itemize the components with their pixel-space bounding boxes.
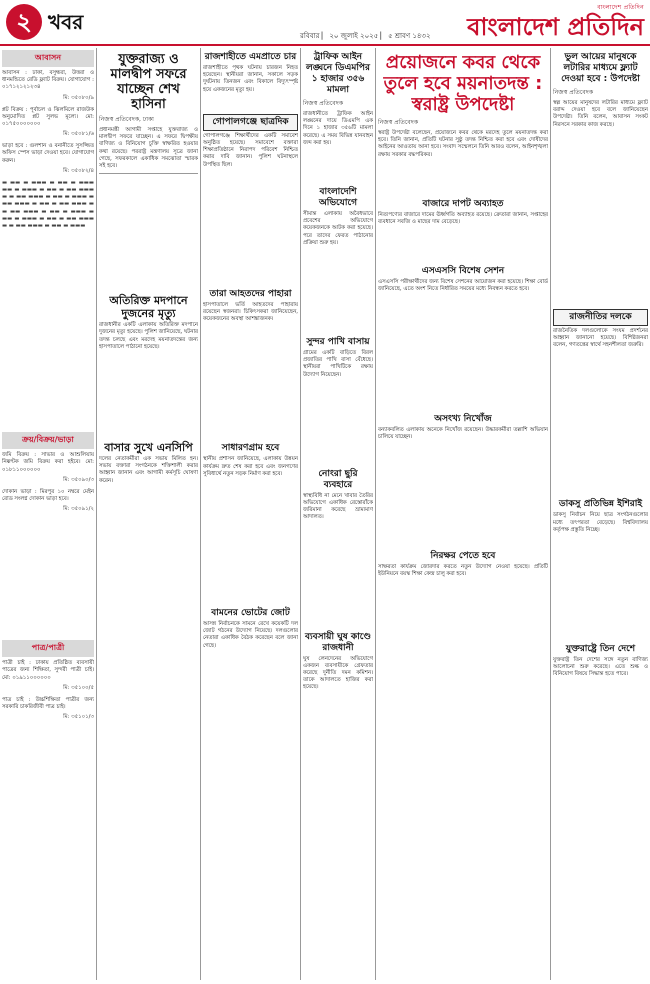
article-headline[interactable]: নোংরা ছুরি ব্যবহারে bbox=[318, 468, 358, 490]
article bbox=[378, 266, 548, 293]
classified-ad: আবাসন : ঢাকা, বসুন্ধরা, উত্তরা ও ধানমন্ডিতে রেডি ফ্ল্যাট বিক্রয়। যোগাযোগ : ০১৭১২১২১২৩৪ bbox=[2, 70, 94, 91]
classified-ad: জমি বিক্রয় : সাভার ও আশুলিয়ায় নিষ্কণ্টক জমি বিক্রয় করা হইবে। মো: ০১৮১১০০০০০০ bbox=[2, 452, 94, 473]
article-headline[interactable]: সুন্দর পাখি বাসায় bbox=[306, 337, 370, 348]
article-byline: নিজস্ব প্রতিবেদক bbox=[553, 89, 594, 96]
article-body: নিত্যপণ্যের বাজারে দামের ঊর্ধ্বগতি অব্যাহত রয়েছে। ক্রেতারা জানান, সপ্তাহের ব্যবধানে সবজি ও মাছের দাম বেড়েছে। bbox=[378, 211, 548, 226]
lead-headline[interactable]: প্রয়োজনে কবর থেকে তুলে হবে ময়নাতদন্ত : স্বরাষ্ট্র উপদেষ্টা bbox=[383, 52, 543, 115]
article-headline[interactable]: বামনের ভোটের জোট bbox=[211, 608, 290, 619]
article-headline[interactable]: বাজারে দাপট অব্যাহত bbox=[422, 198, 504, 209]
article bbox=[378, 414, 548, 441]
classified-filler-text: ▬ ▬▬ ▬ ▬▬▬ ▬ ▬▬ ▬ ▬▬▬ ▬▬ ▬ ▬▬▬ ▬ ▬▬ ▬ ▬▬ ▬▬▬ ▬ ▬ ▬▬ ▬▬▬ ▬ ▬▬ ▬ ▬▬▬ ▬ ▬▬ ▬▬▬ ▬ ▬▬ ▬ ▬▬ ▬▬▬ ▬ ▬ ▬▬ ▬▬▬ ▬ ▬▬ ▬ ▬▬▬ ▬ ▬▬ ▬ ▬▬▬ ▬ ▬▬ ▬ ▬▬ ▬▬▬ ▬ ▬ ▬▬ ▬▬▬ ▬ ▬▬ ▬ ▬▬▬ bbox=[2, 179, 94, 230]
article-headline[interactable]: তারা আহতদের পাহারা bbox=[209, 288, 292, 299]
article-body: গোপালগঞ্জে শিক্ষার্থীদের একটি সমাবেশ অনুষ্ঠিত হয়েছে। সমাবেশে বক্তারা শিক্ষাপ্রতিষ্ঠানে নিরাপদ পরিবেশ নিশ্চিত করার দাবি জানান। পুলিশ ঘটনাস্থলে উপস্থিত ছিল। bbox=[203, 132, 298, 168]
classified-category-heading: ক্রয়/বিক্রয়/ভাড়া bbox=[2, 432, 94, 449]
article bbox=[553, 309, 648, 350]
article-headline[interactable]: অসংখ্য নিখোঁজ bbox=[434, 413, 492, 424]
article-body: ডাকসু নির্বাচন নিয়ে ছাত্র সংগঠনগুলোর মধ্যে তৎপরতা বেড়েছে। বিশ্ববিদ্যালয় কর্তৃপক্ষ প্রস্তুতি নিচ্ছে। bbox=[553, 512, 648, 533]
date-line: রবিবার ▏ ২০ জুলাই ২০২৫ ▏ ৫ শ্রাবণ ১৪৩২ bbox=[300, 32, 431, 40]
column-divider bbox=[375, 48, 376, 980]
article-headline[interactable]: অতিরিক্ত মদপানে দুজনের মৃত্যু bbox=[109, 294, 188, 321]
article-body: এসএসসি পরীক্ষার্থীদের জন্য বিশেষ সেশনের আয়োজন করা হয়েছে। শিক্ষা বোর্ড জানিয়েছে, এতে অংশ নিতে নির্ধারিত সময়ের মধ্যে নিবন্ধন করতে হবে। bbox=[378, 279, 548, 293]
news-column-6 bbox=[553, 48, 648, 980]
masthead-rule bbox=[0, 44, 650, 46]
classified-ad: পাত্রী চাই : ঢাকায় প্রতিষ্ঠিত ব্যবসায়ী পাত্রের জন্য শিক্ষিতা, সুন্দরী পাত্রী চাই। মো: ০১৯১১০০০০০০ bbox=[2, 660, 94, 681]
article bbox=[99, 294, 198, 351]
classified-ad-code: মি: ৩৫০৮১/৬ bbox=[63, 131, 94, 138]
article bbox=[378, 199, 548, 226]
brand-name: বাংলাদেশ প্রতিদিন bbox=[467, 12, 644, 41]
article-headline[interactable]: ব্যবসায়ী ঘুষ কাণ্ডে রাজধানী bbox=[304, 631, 371, 653]
article-body: স্বল্প আয়ের মানুষদের লটারির মাধ্যমে ফ্ল্যাট বরাদ্দ দেওয়া হবে বলে জানিয়েছেন উপদেষ্টা। তিনি বলেন, আবাসন সংকট নিরসনে সরকার কাজ করছে। bbox=[553, 100, 648, 128]
article-byline: নিজস্ব প্রতিবেদক bbox=[303, 100, 344, 107]
article-headline[interactable]: রাজশাহীতে এমপ্রাতে চার bbox=[204, 52, 297, 62]
article bbox=[99, 52, 198, 170]
article-body: আসন্ন নির্বাচনকে সামনে রেখে কয়েকটি দল জোট গঠনের উদ্যোগ নিয়েছে। দলগুলোর নেতারা একাধিক বৈঠক করেছেন বলে জানা গেছে। bbox=[203, 621, 298, 649]
article-body: রাজধানীতে ট্রাফিক আইন লঙ্ঘনের দায়ে ডিএমপি এক দিনে ১ হাজার ৩৫৬টি মামলা করেছে। এ সময় বিভিন্ন যানবাহন জব্দ করা হয়। bbox=[303, 111, 373, 146]
brand-logo bbox=[467, 2, 644, 41]
article-headline[interactable]: যুক্তরাষ্ট্রে তিন দেশে bbox=[565, 644, 636, 655]
classified-ad-code: মি: ৩৫০৮০/৯ bbox=[63, 94, 94, 101]
article bbox=[553, 52, 648, 129]
article-body: হাসপাতালে ভর্তি আহতদের পাহারায় রয়েছেন স্বজনরা। চিকিৎসকরা জানিয়েছেন, কয়েকজনের অবস্থা আশঙ্কাজনক। bbox=[203, 301, 298, 323]
section-label: খবর bbox=[48, 10, 84, 34]
article-divider bbox=[99, 173, 198, 174]
article-headline[interactable]: বাসার সুখে এনসিপি bbox=[104, 441, 193, 455]
article-body: ঘুষ লেনদেনের অভিযোগে একজন ব্যবসায়ীকে গ্রেফতার করেছে দুর্নীতি দমন কমিশন। তাকে আদালতে হাজির করা হয়েছে। bbox=[303, 655, 373, 691]
article-headline[interactable]: ডাকসু প্রতিভিন্ন ইশিরাই bbox=[558, 499, 643, 510]
article-headline[interactable]: বাংলাদেশি অভিযোগে bbox=[318, 187, 357, 209]
news-column-4 bbox=[303, 48, 373, 980]
classified-ad: প্লট বিক্রয় : পূর্বাচল ও ঝিলমিলে রাজউক অনুমোদিত প্লট সুলভ মূল্যে। মো: ০১৭৫০০০০০০০ bbox=[2, 106, 94, 128]
article-body: প্রধানমন্ত্রী আগামী সপ্তাহে যুক্তরাজ্য ও মালদ্বীপ সফরে যাচ্ছেন। এ সফরে দ্বিপক্ষীয় বাণিজ্য ও বিনিয়োগ চুক্তি স্বাক্ষরিত হওয়ার কথা রয়েছে। পররাষ্ট্র মন্ত্রণালয় সূত্রে জানা গেছে, সফরকালে একাধিক সমঝোতা স্মারক সই হবে। bbox=[99, 127, 198, 170]
article-headline[interactable]: ট্রাফিক আইন লঙ্ঘনে ডিএমপির ১ হাজার ৩৫৬ মামলা bbox=[306, 52, 370, 95]
article bbox=[99, 441, 198, 485]
column-divider bbox=[550, 48, 551, 980]
column-divider bbox=[300, 48, 301, 980]
classified-ad-code: মি: ৩৫০৯০/৩ bbox=[63, 476, 94, 483]
article bbox=[553, 499, 648, 534]
article-headline[interactable]: ভুল আয়ের মানুষকে লটারির মাধ্যমে ফ্ল্যাট দেওয়া হবে : উপদেষ্টা bbox=[561, 52, 640, 84]
article-body: গ্রামের একটি বাড়িতে বিরল প্রজাতির পাখি বাসা বেঁধেছে। স্থানীয়রা পাখিটিকে রক্ষায় উদ্যোগ নিয়েছেন। bbox=[303, 350, 373, 378]
classified-category-heading: আবাসন bbox=[2, 50, 94, 67]
article-body: রাজশাহীতে পৃথক ঘটনায় চারজন নিহত হয়েছেন। স্থানীয়রা জানান, সকালে সড়ক দুর্ঘটনায় তিনজন এবং বিকালে বিদ্যুৎস্পৃষ্ট হয়ে একজনের মৃত্যু হয়। bbox=[203, 65, 298, 93]
news-column-3 bbox=[203, 48, 298, 980]
article bbox=[303, 632, 373, 692]
article bbox=[203, 608, 298, 650]
article-body: যুক্তরাষ্ট্র তিন দেশের সঙ্গে নতুন বাণিজ্য আলোচনা শুরু করেছে। এতে শুল্ক ও বিনিয়োগ বিষয়ে সিদ্ধান্ত হতে পারে। bbox=[553, 657, 648, 678]
article-body: দলের নেতাকর্মীরা এক সভায় মিলিত হন। সভায় বক্তারা সংগঠনকে শক্তিশালী করার আহ্বান জানান এবং আগামী কর্মসূচি ঘোষণা করেন। bbox=[99, 456, 198, 484]
article-byline: নিজস্ব প্রতিবেদক bbox=[378, 119, 419, 126]
brand-tagline: বাংলাদেশ প্রতিদিন bbox=[597, 4, 644, 11]
article-byline: নিজস্ব প্রতিবেদক, ঢাকা bbox=[99, 116, 154, 123]
article bbox=[303, 52, 373, 147]
lead-column bbox=[378, 48, 548, 980]
article-headline[interactable]: যুক্তরাজ্য ও মালদ্বীপ সফরে যাচ্ছেন শেখ হাসিনা bbox=[110, 52, 187, 112]
article-headline[interactable]: এসএসসি বিশেষ সেশন bbox=[421, 266, 505, 277]
lead-article bbox=[378, 52, 548, 159]
article bbox=[553, 644, 648, 679]
classified-ad: ভাড়া হবে : গুলশান ও বনানীতে সুসজ্জিত অফিস স্পেস ভাড়া দেওয়া হবে। যোগাযোগ করুন। bbox=[2, 143, 94, 164]
article bbox=[203, 443, 298, 478]
classified-ad: দোকান ভাড়া : মিরপুর ১০ নম্বরে মেইন রোড সংলগ্ন দোকান ভাড়া হবে। bbox=[2, 488, 94, 503]
classified-ad-code: মি: ৩৫০৯১/২ bbox=[63, 506, 94, 513]
classified-ad-code: মি: ৩৫১০১/৩ bbox=[63, 714, 94, 721]
article-body: রাজধানীর একটি এলাকায় অতিরিক্ত মদপানে দুজনের মৃত্যু হয়েছে। পুলিশ জানিয়েছে, ঘটনার তদন্ত চলছে এবং মরদেহ ময়নাতদন্তের জন্য হাসপাতালে পাঠানো হয়েছে। bbox=[99, 322, 198, 350]
article-body: স্বরাষ্ট্র উপদেষ্টা বলেছেন, প্রয়োজনে কবর থেকে মরদেহ তুলে ময়নাতদন্ত করা হবে। তিনি জানান, প্রতিটি ঘটনার সুষ্ঠু তদন্ত নিশ্চিত করা হবে এবং দোষীদের আইনের আওতায় আনা হবে। সংবাদ সম্মেলনে তিনি আরও বলেন, আইনশৃঙ্খলা রক্ষায় সরকার বদ্ধপরিকর। bbox=[378, 130, 548, 158]
article-body: সীমান্ত এলাকায় অবৈধভাবে প্রবেশের অভিযোগে কয়েকজনকে আটক করা হয়েছে। পরে তাদের ফেরত পাঠানোর প্রক্রিয়া শুরু হয়। bbox=[303, 211, 373, 246]
page-number-badge: ২ bbox=[6, 4, 42, 40]
article-body: রাজনৈতিক দলগুলোকে সংযম প্রদর্শনের আহ্বান জানানো হয়েছে। বিশিষ্টজনরা বলেন, গণতন্ত্রের স্বার্থে সহনশীলতা জরুরি। bbox=[553, 327, 648, 349]
article-body: বন্যাকবলিত এলাকায় অনেকে নিখোঁজ রয়েছেন। উদ্ধারকর্মীরা তল্লাশি অভিযান চালিয়ে যাচ্ছেন। bbox=[378, 426, 548, 440]
article-headline[interactable]: রাজনীতির দলকে bbox=[553, 309, 648, 326]
classifieds-column bbox=[2, 48, 94, 980]
article bbox=[378, 551, 548, 578]
article bbox=[203, 289, 298, 324]
article-body: স্বাস্থ্যবিধি না মেনে খাবার তৈরির অভিযোগে একাধিক রেস্তোরাঁকে জরিমানা করেছে ভ্রাম্যমাণ আদালত। bbox=[303, 492, 373, 521]
column-divider bbox=[200, 48, 201, 980]
article bbox=[203, 114, 298, 169]
article-headline[interactable]: নিরক্ষর পেতে হবে bbox=[430, 551, 496, 562]
article-headline[interactable]: সাধারণগ্রাম হবে bbox=[221, 443, 280, 454]
article bbox=[303, 337, 373, 379]
article bbox=[203, 52, 298, 94]
classified-ad: পাত্র চাই : উচ্চশিক্ষিতা পাত্রীর জন্য সরকারি চাকরিজীবী পাত্র চাই। bbox=[2, 696, 94, 711]
classified-ad-code: মি: ৩৫১০০/৫ bbox=[63, 684, 94, 691]
article-headline[interactable]: গোপালগঞ্জে ছাত্রদিক bbox=[203, 114, 298, 131]
article bbox=[303, 469, 373, 522]
article-body: স্থানীয় প্রশাসন জানিয়েছে, এলাকায় উন্নয়ন কার্যক্রম দ্রুত শেষ করা হবে এবং জনগণের সুবিধার্থে নতুন সড়ক নির্মাণ করা হবে। bbox=[203, 456, 298, 477]
classified-ad-code: মি: ৩৫০৮২/৪ bbox=[63, 167, 94, 174]
classified-category-heading: পাত্র/পাত্রী bbox=[2, 640, 94, 657]
article-body: সাক্ষরতা কার্যক্রম জোরদার করতে নতুন উদ্যোগ নেওয়া হয়েছে। প্রতিটি ইউনিয়নে বয়স্ক শিক্ষা কেন্দ্র চালু করা হবে। bbox=[378, 564, 548, 578]
article bbox=[303, 187, 373, 247]
column-divider bbox=[96, 48, 97, 980]
news-column-2 bbox=[99, 48, 198, 980]
